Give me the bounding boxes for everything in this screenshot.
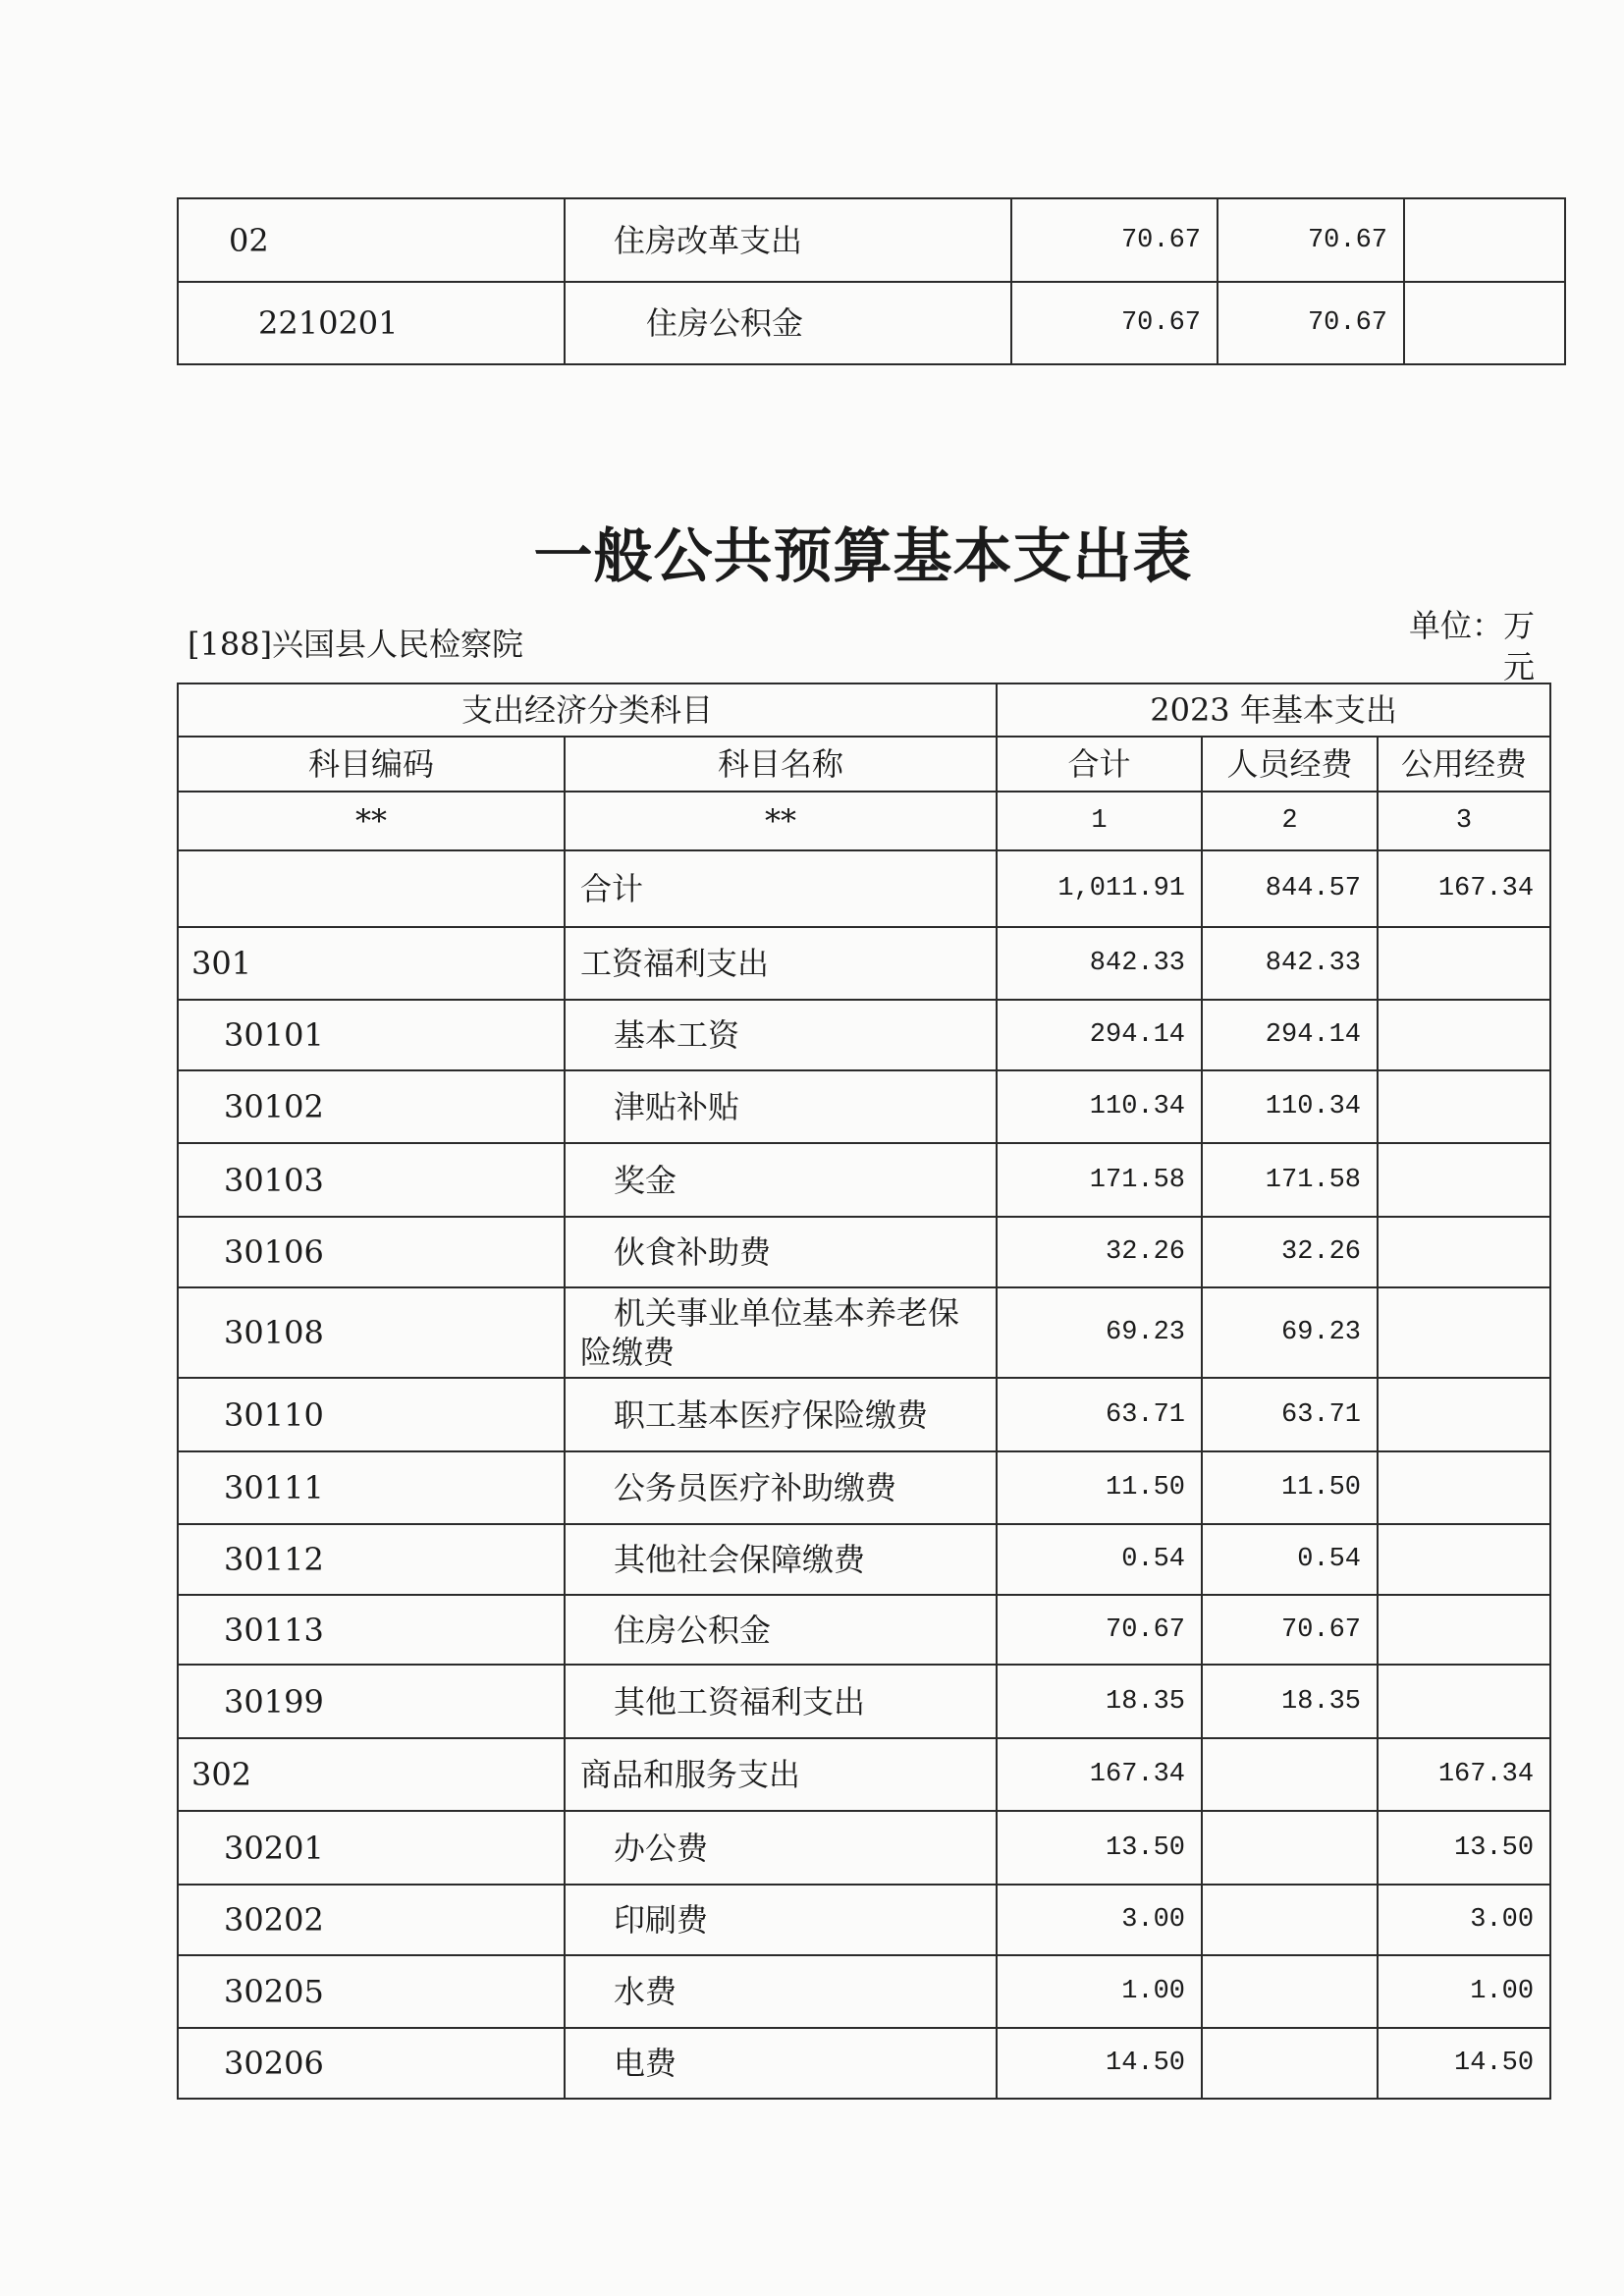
- table-row: [178, 850, 1550, 927]
- cell-code: 30206: [178, 2028, 565, 2099]
- cell-code: 30103: [178, 1143, 565, 1217]
- cell-name: 职工基本医疗保险缴费: [565, 1378, 997, 1451]
- cell-code: 02: [178, 198, 565, 282]
- cell-total: 842.33: [997, 927, 1202, 1000]
- cell-personnel: [1202, 1955, 1378, 2028]
- cell-code: 30199: [178, 1665, 565, 1738]
- table-row: [178, 1000, 1550, 1070]
- cell-public: [1378, 1378, 1550, 1451]
- cell-name: 办公费: [565, 1811, 997, 1885]
- index-name: **: [565, 792, 997, 850]
- table-row: [178, 1738, 1550, 1811]
- cell-code: 30112: [178, 1524, 565, 1595]
- cell-personnel: 63.71: [1202, 1378, 1378, 1451]
- cell-name: 住房改革支出: [565, 198, 1011, 282]
- cell-total: 110.34: [997, 1070, 1202, 1143]
- cell-public: [1404, 282, 1565, 364]
- cell-personnel: 844.57: [1202, 850, 1378, 927]
- cell-personnel: 294.14: [1202, 1000, 1378, 1070]
- cell-public: [1378, 927, 1550, 1000]
- cell-name: 其他社会保障缴费: [565, 1524, 997, 1595]
- table-row: [178, 1378, 1550, 1451]
- cell-name: 工资福利支出: [565, 927, 997, 1000]
- group-header-basic-expenditure: 2023 年基本支出: [997, 683, 1550, 737]
- cell-total: 70.67: [997, 1595, 1202, 1665]
- cell-personnel: 171.58: [1202, 1143, 1378, 1217]
- cell-public: [1378, 1451, 1550, 1524]
- cell-total: 294.14: [997, 1000, 1202, 1070]
- cell-name: 公务员医疗补助缴费: [565, 1451, 997, 1524]
- cell-name: 合计: [565, 850, 997, 927]
- cell-name: 水费: [565, 1955, 997, 2028]
- table-row: [178, 1955, 1550, 2028]
- cell-public: [1404, 198, 1565, 282]
- table-row: [178, 1070, 1550, 1143]
- cell-name: 基本工资: [565, 1000, 997, 1070]
- header-code: 科目编码: [178, 737, 565, 792]
- cell-code: 30202: [178, 1885, 565, 1955]
- cell-code: 301: [178, 927, 565, 1000]
- cell-public: [1378, 1595, 1550, 1665]
- table-row: [178, 1287, 1550, 1378]
- index-personnel: 2: [1202, 792, 1378, 850]
- cell-name: 津贴补贴: [565, 1070, 997, 1143]
- index-total: 1: [997, 792, 1202, 850]
- table-row: [178, 927, 1550, 1000]
- index-code: **: [178, 792, 565, 850]
- cell-code: 30110: [178, 1378, 565, 1451]
- cell-personnel: 110.34: [1202, 1070, 1378, 1143]
- header-personnel: 人员经费: [1202, 737, 1378, 792]
- cell-personnel: 18.35: [1202, 1665, 1378, 1738]
- cell-name: 电费: [565, 2028, 997, 2099]
- index-row: [178, 792, 1550, 850]
- cell-personnel: [1202, 1885, 1378, 1955]
- cell-public: [1378, 1217, 1550, 1287]
- cell-code: 302: [178, 1738, 565, 1811]
- cell-name: 印刷费: [565, 1885, 997, 1955]
- cell-personnel: [1202, 1811, 1378, 1885]
- cell-code: [178, 850, 565, 927]
- cell-total: 171.58: [997, 1143, 1202, 1217]
- cell-public: [1378, 1665, 1550, 1738]
- basic-expenditure-table: [177, 683, 1551, 2100]
- group-header-row: [178, 683, 1550, 737]
- cell-code: 30101: [178, 1000, 565, 1070]
- unit-label: 单位：万元: [1408, 607, 1535, 685]
- cell-personnel: 0.54: [1202, 1524, 1378, 1595]
- cell-code: 30201: [178, 1811, 565, 1885]
- table-row: [178, 198, 1565, 282]
- cell-code: 30111: [178, 1451, 565, 1524]
- cell-name: 商品和服务支出: [565, 1738, 997, 1811]
- cell-total: 70.67: [1011, 198, 1218, 282]
- cell-personnel: [1202, 2028, 1378, 2099]
- cell-total: 63.71: [997, 1378, 1202, 1451]
- cell-name: 伙食补助费: [565, 1217, 997, 1287]
- cell-name: 住房公积金: [565, 1595, 997, 1665]
- table-row: [178, 1451, 1550, 1524]
- cell-code: 30205: [178, 1955, 565, 2028]
- table-row: [178, 282, 1565, 364]
- cell-personnel: 69.23: [1202, 1287, 1378, 1378]
- cell-name: 奖金: [565, 1143, 997, 1217]
- cell-personnel: 70.67: [1218, 282, 1404, 364]
- header-total: 合计: [997, 737, 1202, 792]
- cell-total: 14.50: [997, 2028, 1202, 2099]
- header-public: 公用经费: [1378, 737, 1550, 792]
- page-title: 一般公共预算基本支出表: [533, 522, 1193, 591]
- cell-total: 1,011.91: [997, 850, 1202, 927]
- cell-code: 30108: [178, 1287, 565, 1378]
- organization-label: [188]兴国县人民检察院: [188, 626, 524, 663]
- table-row: [178, 1217, 1550, 1287]
- cell-total: 32.26: [997, 1217, 1202, 1287]
- table-row: [178, 1524, 1550, 1595]
- table-row: [178, 1811, 1550, 1885]
- cell-public: 1.00: [1378, 1955, 1550, 2028]
- cell-total: 70.67: [1011, 282, 1218, 364]
- cell-code: 2210201: [178, 282, 565, 364]
- cell-personnel: 70.67: [1202, 1595, 1378, 1665]
- cell-total: 167.34: [997, 1738, 1202, 1811]
- table-row: [178, 1665, 1550, 1738]
- group-header-classification: 支出经济分类科目: [178, 683, 997, 737]
- cell-public: [1378, 1000, 1550, 1070]
- cell-code: 30113: [178, 1595, 565, 1665]
- cell-public: 14.50: [1378, 2028, 1550, 2099]
- cell-total: 69.23: [997, 1287, 1202, 1378]
- cell-name: 其他工资福利支出: [565, 1665, 997, 1738]
- cell-total: 1.00: [997, 1955, 1202, 2028]
- cell-personnel: 842.33: [1202, 927, 1378, 1000]
- cell-personnel: 70.67: [1218, 198, 1404, 282]
- cell-public: [1378, 1287, 1550, 1378]
- cell-code: 30102: [178, 1070, 565, 1143]
- cell-personnel: 32.26: [1202, 1217, 1378, 1287]
- cell-total: 18.35: [997, 1665, 1202, 1738]
- cell-personnel: [1202, 1738, 1378, 1811]
- continuation-table: [177, 197, 1566, 365]
- table-row: [178, 1143, 1550, 1217]
- cell-public: [1378, 1143, 1550, 1217]
- cell-public: 3.00: [1378, 1885, 1550, 1955]
- cell-name: 住房公积金: [565, 282, 1011, 364]
- cell-public: 13.50: [1378, 1811, 1550, 1885]
- cell-name: 机关事业单位基本养老保险缴费: [565, 1287, 997, 1378]
- cell-personnel: 11.50: [1202, 1451, 1378, 1524]
- cell-public: 167.34: [1378, 850, 1550, 927]
- cell-public: [1378, 1524, 1550, 1595]
- cell-total: 3.00: [997, 1885, 1202, 1955]
- table-row: [178, 1885, 1550, 1955]
- cell-public: 167.34: [1378, 1738, 1550, 1811]
- header-name: 科目名称: [565, 737, 997, 792]
- cell-total: 13.50: [997, 1811, 1202, 1885]
- cell-total: 11.50: [997, 1451, 1202, 1524]
- index-public: 3: [1378, 792, 1550, 850]
- table-row: [178, 1595, 1550, 1665]
- cell-public: [1378, 1070, 1550, 1143]
- cell-code: 30106: [178, 1217, 565, 1287]
- table-body: [178, 850, 1550, 2099]
- cell-total: 0.54: [997, 1524, 1202, 1595]
- column-header-row: [178, 737, 1550, 792]
- table-row: [178, 2028, 1550, 2099]
